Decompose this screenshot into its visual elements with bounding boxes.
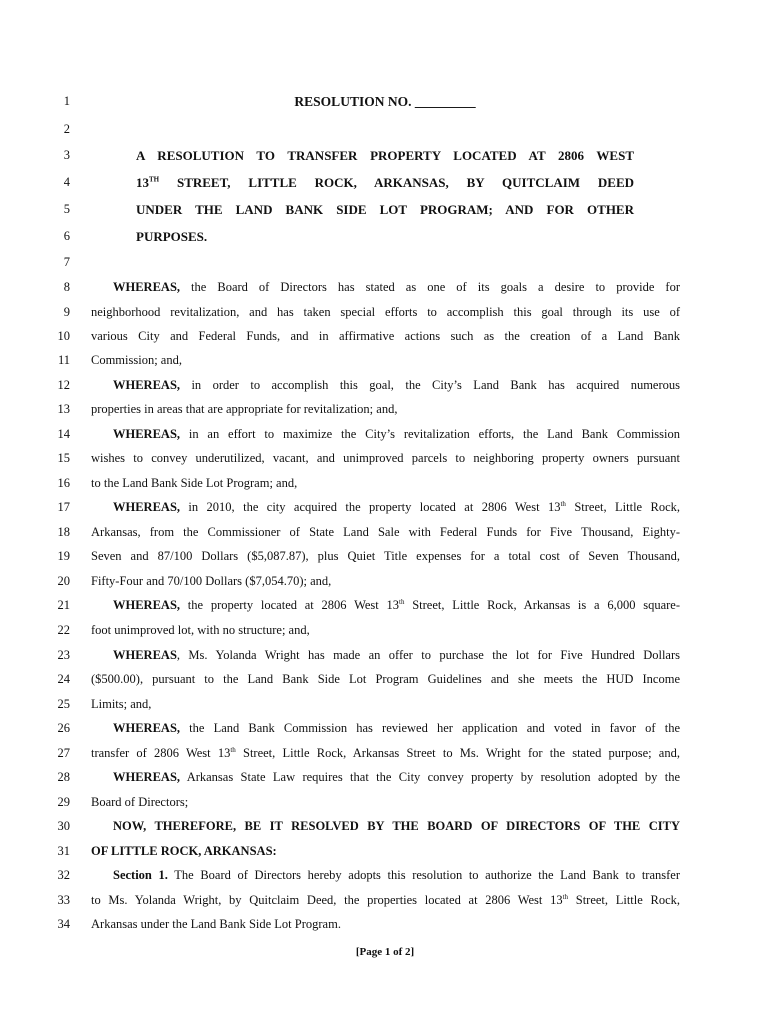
- line-number: 31: [57, 844, 70, 858]
- line-number: 27: [57, 746, 70, 760]
- body-line-10: various City and Federal Funds, and in affirmative actions such as the creation of a Land Bank: [91, 329, 680, 343]
- body-line-19: Seven and 87/100 Dollars ($5,087.87), plus Quiet Title expenses for a total cost of Seven Thousand,: [91, 549, 680, 563]
- page-footer: [Page 1 of 2]: [355, 946, 415, 958]
- line-number: 5: [63, 202, 70, 216]
- line-number: 25: [57, 697, 70, 711]
- line-number: 1: [63, 94, 70, 108]
- body-text: in order to accomplish this goal, the City’s Land Bank has acquired numerous: [180, 378, 680, 392]
- line-number: 8: [63, 280, 70, 294]
- body-line-25: Limits; and,: [91, 697, 152, 711]
- line-number: 29: [57, 795, 70, 809]
- body-line-21: [113, 598, 680, 613]
- body-line-14: [113, 427, 680, 442]
- title-line-4: PURPOSES.: [136, 229, 208, 244]
- line-number: 4: [63, 175, 70, 189]
- line-number: 34: [57, 917, 70, 931]
- resolution-number: RESOLUTION NO. _________: [294, 94, 476, 109]
- line-number: 23: [57, 648, 70, 662]
- whereas-6: WHEREAS: [113, 648, 177, 662]
- body-text: the Land Bank Commission has reviewed her application and voted in favor of the: [180, 721, 680, 735]
- body-line-22: foot unimproved lot, with no structure; and,: [91, 623, 310, 637]
- body-line-24: ($500.00), pursuant to the Land Bank Side Lot Program Guidelines and she meets the HUD Income: [91, 672, 680, 686]
- line-number: 32: [57, 868, 70, 882]
- whereas-1: WHEREAS,: [113, 280, 181, 294]
- body-text: Street, Little Rock,: [568, 893, 680, 907]
- line-number: 30: [57, 819, 70, 833]
- body-line-15: wishes to convey underutilized, vacant, and unimproved parcels to neighboring property owners pursuant: [91, 451, 680, 465]
- ordinal-suffix: th: [562, 892, 569, 901]
- line-number: 12: [57, 378, 70, 392]
- whereas-3: WHEREAS,: [113, 427, 181, 441]
- line-number: 10: [57, 329, 70, 343]
- body-line-9: neighborhood revitalization, and has taken special efforts to accomplish this goal through its use of: [91, 305, 680, 319]
- line-number: 9: [63, 305, 70, 319]
- line-number: 11: [57, 353, 70, 367]
- body-line-12: [113, 378, 680, 393]
- body-line-30: NOW, THEREFORE, BE IT RESOLVED BY THE BOARD OF DIRECTORS OF THE CITY: [113, 819, 680, 833]
- line-number: 15: [57, 451, 70, 465]
- body-line-16: to the Land Bank Side Lot Program; and,: [91, 476, 298, 490]
- line-number: 14: [57, 427, 70, 441]
- body-text: , Ms. Yolanda Wright has made an offer to purchase the lot for Five Hundred Dollars: [176, 648, 680, 662]
- line-number: 18: [57, 525, 70, 539]
- body-line-26: [113, 721, 680, 736]
- line-number: 2: [63, 122, 70, 136]
- line-number: 20: [57, 574, 70, 588]
- body-line-11: Commission; and,: [91, 353, 182, 367]
- body-line-34: Arkansas under the Land Bank Side Lot Program.: [91, 917, 341, 931]
- body-line-23: [113, 648, 680, 663]
- title-street-number: 13: [136, 175, 149, 190]
- title-street-suffix: TH: [149, 175, 160, 184]
- line-number: 19: [57, 549, 70, 563]
- body-text: Street, Little Rock, Arkansas is a 6,000 square-: [404, 598, 680, 612]
- body-text: in an effort to maximize the City’s revitalization efforts, the Land Bank Commission: [180, 427, 680, 441]
- line-number: 33: [57, 893, 70, 907]
- body-line-8: [113, 280, 680, 295]
- title-line-1: A RESOLUTION TO TRANSFER PROPERTY LOCATED AT 2806 WEST: [136, 148, 634, 163]
- line-number: 16: [57, 476, 70, 490]
- line-number: 13: [57, 402, 70, 416]
- whereas-7: WHEREAS,: [113, 721, 181, 735]
- ordinal-suffix: th: [399, 597, 405, 606]
- line-number: 22: [57, 623, 70, 637]
- body-line-27: [91, 746, 680, 761]
- line-number: 6: [63, 229, 70, 243]
- body-text: to Ms. Yolanda Wright, by Quitclaim Deed, the properties located at 2806 West 13: [91, 893, 563, 907]
- line-number: 21: [57, 598, 70, 612]
- body-text: Street, Little Rock,: [565, 500, 681, 514]
- line-number: 17: [57, 500, 70, 514]
- whereas-8: WHEREAS,: [113, 770, 181, 784]
- body-line-33: [91, 893, 680, 908]
- body-text: in 2010, the city acquired the property located at 2806 West 13: [180, 500, 561, 514]
- line-number: 7: [63, 255, 70, 269]
- line-number: 3: [63, 148, 70, 162]
- whereas-2: WHEREAS,: [113, 378, 181, 392]
- line-number: 24: [57, 672, 70, 686]
- body-line-32: [113, 868, 680, 883]
- body-text: the Board of Directors has stated as one of its goals a desire to provide for: [180, 280, 680, 294]
- body-line-31: OF LITTLE ROCK, ARKANSAS:: [91, 844, 277, 858]
- whereas-4: WHEREAS,: [113, 500, 181, 514]
- line-number: 28: [57, 770, 70, 784]
- body-text: the property located at 2806 West 13: [180, 598, 400, 612]
- body-line-13: properties in areas that are appropriate for revitalization; and,: [91, 402, 398, 416]
- body-line-28: [113, 770, 680, 785]
- line-number: 26: [57, 721, 70, 735]
- title-line-2-text: STREET, LITTLE ROCK, ARKANSAS, BY QUITCLAIM DEED: [176, 175, 635, 190]
- body-line-17: [113, 500, 680, 515]
- title-line-2: [136, 175, 634, 191]
- body-line-20: Fifty-Four and 70/100 Dollars ($7,054.70); and,: [91, 574, 332, 588]
- ordinal-suffix: th: [230, 745, 236, 754]
- body-text: transfer of 2806 West 13: [91, 746, 231, 760]
- body-text: Street, Little Rock, Arkansas Street to Ms. Wright for the stated purpose; and,: [235, 746, 680, 760]
- ordinal-suffix: th: [560, 499, 566, 508]
- title-line-3: UNDER THE LAND BANK SIDE LOT PROGRAM; AND FOR OTHER: [136, 202, 634, 217]
- body-text: Arkansas State Law requires that the City convey property by resolution adopted by the: [180, 770, 680, 784]
- body-text: The Board of Directors hereby adopts this resolution to authorize the Land Bank to transfer: [167, 868, 680, 882]
- body-line-18: Arkansas, from the Commissioner of State Land Sale with Federal Funds for Five Thousand, Eighty-: [91, 525, 680, 539]
- body-line-29: Board of Directors;: [91, 795, 189, 809]
- section-1-label: Section 1.: [113, 868, 168, 882]
- whereas-5: WHEREAS,: [113, 598, 181, 612]
